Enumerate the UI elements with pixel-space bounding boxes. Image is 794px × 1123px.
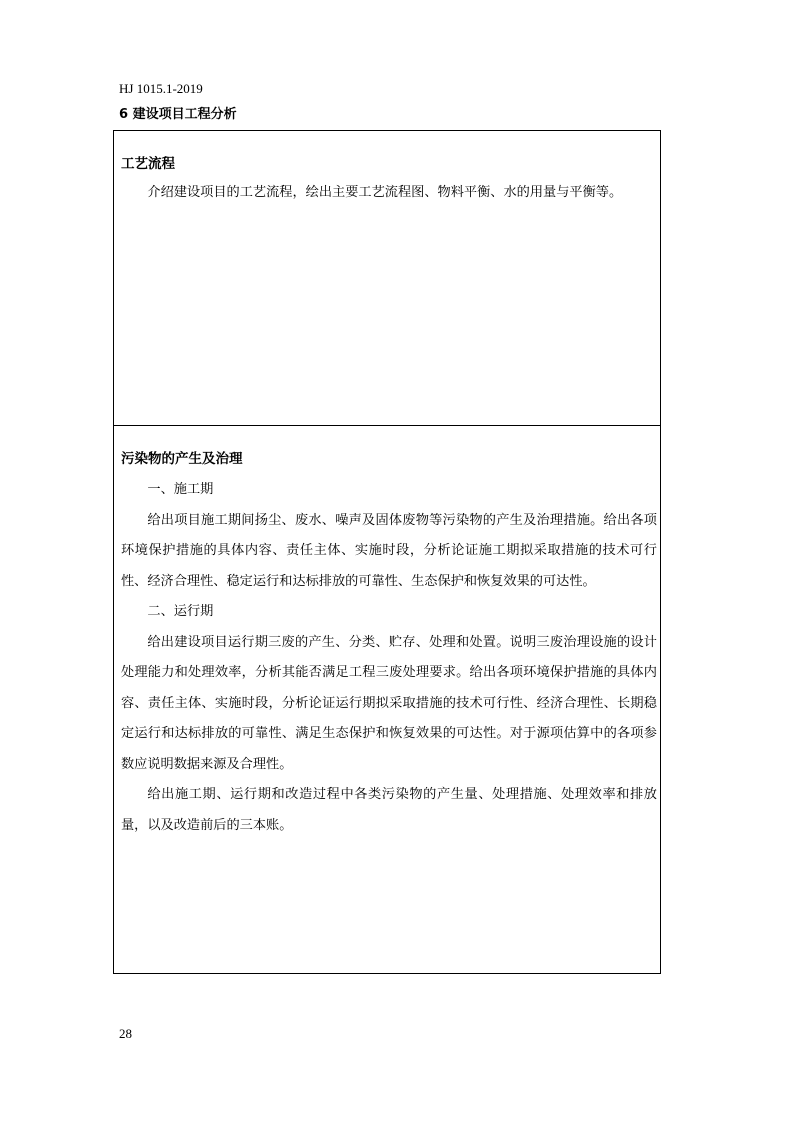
- process-section-box: [113, 130, 661, 426]
- process-section-body: [121, 178, 657, 209]
- paragraph: 给出项目施工期间扬尘、废水、噪声及固体废物等污染物的产生及治理措施。给出各项环境保护措施的具体内容、责任主体、实施时段，分析论证施工期拟采取措施的技术可行性、经济合理性、稳定运行和达标排放的可靠性、生态保护和恢复效果的可达性。: [121, 512, 657, 589]
- page-number: 28: [119, 1026, 132, 1041]
- pollutant-section-title: 污染物的产生及治理: [121, 451, 243, 467]
- subheading-operation-period: 二、运行期: [147, 604, 214, 619]
- process-section-title: 工艺流程: [121, 156, 175, 172]
- section-title: 6 建设项目工程分析: [119, 107, 237, 122]
- paragraph: 介绍建设项目的工艺流程，绘出主要工艺流程图、物料平衡、水的用量与平衡等。: [147, 185, 623, 200]
- standard-code: HJ 1015.1-2019: [119, 81, 203, 96]
- paragraph: 给出建设项目运行期三废的产生、分类、贮存、处理和处置。说明三废治理设施的设计处理能力和处理效率，分析其能否满足工程三废处理要求。给出各项环境保护措施的具体内容、责任主体、实施时段，分析论证运行期拟采取措施的技术可行性、经济合理性、长期稳定运行和达标排放的可靠性、满足生态保护和恢复效果的可达性。对于源项估算中的各项参数应说明数据来源及合理性。: [121, 634, 657, 772]
- subheading-construction-period: 一、施工期: [147, 482, 214, 497]
- pollutant-section-body: [121, 475, 657, 841]
- paragraph: 给出施工期、运行期和改造过程中各类污染物的产生量、处理措施、处理效率和排放量，以及改造前后的三本账。: [121, 787, 657, 833]
- pollutant-section-box: [113, 425, 661, 974]
